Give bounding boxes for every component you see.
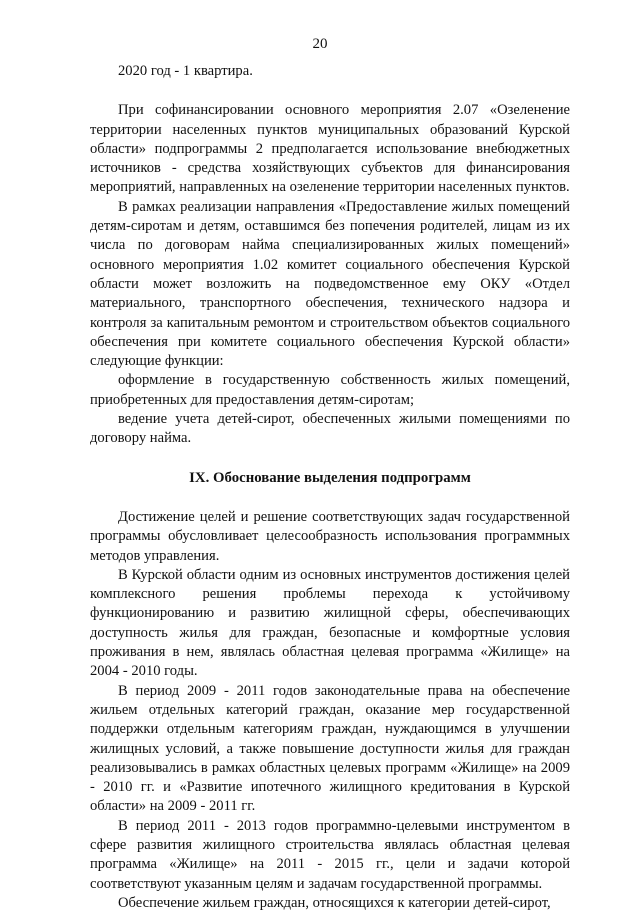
spacer: [90, 81, 570, 101]
paragraph-program-methods: Достижение целей и решение соответствующих задач государственной программы обусловливает целесообразность использования программных методов управления.: [90, 508, 570, 564]
paragraph-cofinancing-greening: При софинансировании основного мероприятия 2.07 «Озеленение территории населенных пунктов муниципальных образований Курской области» подпрограммы 2 предполагается использование внебюджетных источников - средства хозяйствующих субъектов для финансирования мероприятий, направленных на озеленение территории населенных пунктов.: [90, 102, 570, 196]
paragraph-period-2009-2011: В период 2009 - 2011 годов законодательные права на обеспечение жильем отдельных категорий граждан, оказание мер государственной поддержки отдельным категориям граждан, нуждающимся в улучшении жилищных условий, а также повышение доступности жилья для граждан реализовывались в рамках областных целевых программ «Жилище» на 2009 - 2010 гг. и «Развитие ипотечного жилищного кредитования в Курской области» на 2009 - 2011 гг.: [90, 682, 570, 815]
paragraph-function-registration: оформление в государственную собственность жилых помещений, приобретенных для предоставления детям-сиротам;: [90, 372, 570, 408]
document-body: [90, 62, 570, 913]
section-heading: IX. Обоснование выделения подпрограмм: [189, 469, 471, 486]
paragraph-orphans-housing-provision: Обеспечение жильем граждан, относящихся к категории детей-сирот,: [118, 894, 551, 911]
page-number: 20: [312, 36, 328, 52]
paragraph-quota-2020: 2020 год - 1 квартира.: [118, 63, 253, 79]
paragraph-orphans-housing-functions: В рамках реализации направления «Предоставление жилых помещений детям-сиротам и детям, оставшимся без попечения родителей, лицам из их числа по договорам найма специализированных жилых помещений» основного мероприятия 1.02 комитет социального обеспечения Курской области может возложить на подведомственное ему ОКУ «Отдел материального, транспортного обеспечения, технического надзора и контроля за капитальным ремонтом и строительством объектов социального обеспечения при комитете социального обеспечения Курской области» следующие функции:: [90, 198, 570, 370]
spacer: [90, 449, 570, 469]
paragraph-zhilishche-2004-2010: В Курской области одним из основных инструментов достижения целей комплексного решения проблемы перехода к устойчивому функционированию и развитию жилищной сферы, обеспечивающих доступность жилья для граждан, безопасные и комфортные условия проживания в нем, являлась областная целевая программа «Жилище» на 2004 - 2010 годы.: [90, 566, 570, 680]
spacer: [90, 488, 570, 508]
paragraph-function-accounting: ведение учета детей-сирот, обеспеченных жилыми помещениями по договору найма.: [90, 411, 570, 447]
paragraph-period-2011-2013: В период 2011 - 2013 годов программно-целевыми инструментом в сфере развития жилищного строительства являлась областная целевая программа «Жилище» на 2011 - 2015 гг., цели и задачи которой соответствуют указанным целям и задачам государственной программы.: [90, 817, 570, 892]
